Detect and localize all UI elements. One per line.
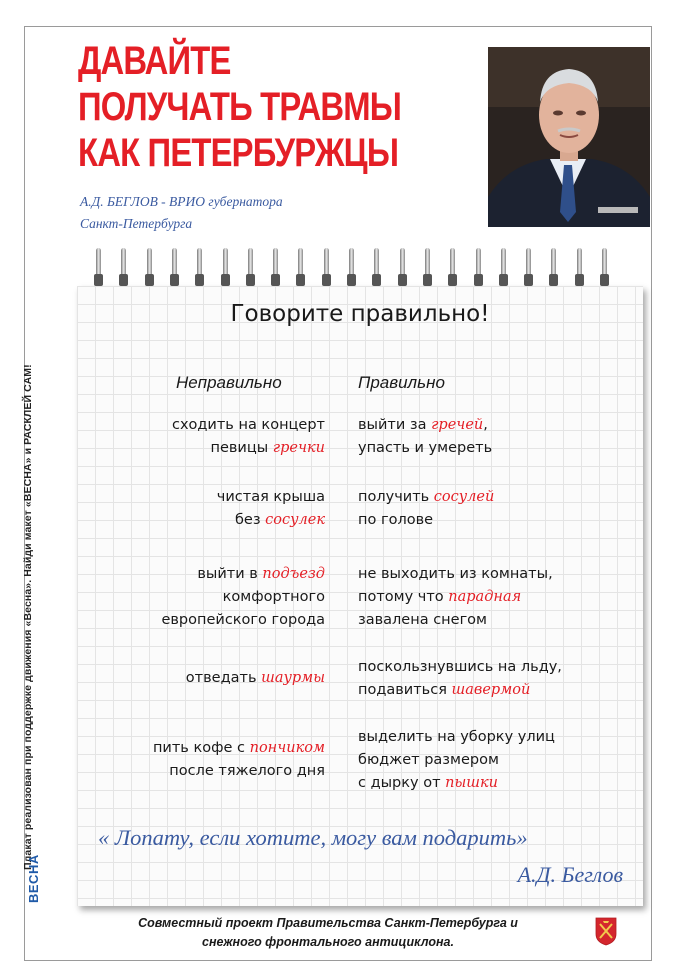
highlight-word: шавермой [451, 682, 531, 698]
phrase-text: певицы [210, 440, 273, 456]
phrase-text: выйти за [358, 417, 432, 433]
wrong-phrase [217, 486, 325, 532]
phrase-line [358, 563, 553, 586]
spiral-ring [474, 248, 483, 288]
phrase-line [161, 586, 325, 609]
phrase-line [153, 760, 325, 783]
phrase-line [161, 563, 325, 586]
footer-line-1: Совместный проект Правительства Санкт-Петербурга и [138, 916, 518, 930]
phrase-line [217, 509, 325, 532]
highlight-word: гречки [272, 440, 325, 456]
phrase-text: по голове [358, 512, 434, 528]
title-line-2: ПОЛУЧАТЬ ТРАВМЫ [78, 85, 402, 129]
spiral-ring [347, 248, 356, 288]
spiral-ring [398, 248, 407, 288]
side-credit-text: Плакат реализован при поддержке движения «Весна». Найди макет «ВЕСНА» и РАСКЛЕЙ САМ! [22, 364, 34, 870]
phrase-line [358, 749, 555, 772]
right-phrase [358, 656, 562, 702]
governor-photo [488, 47, 650, 227]
wrong-phrase [186, 667, 325, 690]
phrase-text: с дырку от [358, 775, 446, 791]
phrase-line [358, 586, 553, 609]
highlight-word: сосулей [433, 489, 495, 505]
spiral-ring [448, 248, 457, 288]
right-phrase [358, 726, 555, 795]
right-phrase [358, 414, 492, 460]
wrong-phrase [153, 737, 325, 783]
phrase-line [172, 414, 325, 437]
footer-line-2: снежного фронтального антициклона. [202, 935, 454, 949]
phrase-line [358, 509, 494, 532]
notepad-heading: Говорите правильно! [230, 301, 490, 327]
poster-title [78, 38, 401, 176]
spiral-ring [549, 248, 558, 288]
phrase-text: завалена снегом [358, 612, 487, 628]
phrase-text: подавиться [358, 682, 452, 698]
spiral-ring [221, 248, 230, 288]
phrase-text: пить кофе с [152, 740, 250, 756]
governor-quote: « Лопату, если хотите, могу вам подарить» [98, 825, 528, 850]
column-header-right: Правильно [358, 373, 445, 392]
highlight-word: сосулек [265, 512, 325, 528]
spiral-ring [271, 248, 280, 288]
wrong-phrase [161, 563, 325, 632]
phrase-text: без [234, 512, 266, 528]
highlight-word: парадная [448, 589, 522, 605]
phrase-line [161, 609, 325, 632]
highlight-word: пончиком [249, 740, 325, 756]
spiral-ring [94, 248, 103, 288]
spiral-ring [423, 248, 432, 288]
right-phrase [358, 486, 494, 532]
phrase-line [358, 609, 553, 632]
wrong-phrase [172, 414, 325, 460]
spiral-ring [170, 248, 179, 288]
spiral-ring [575, 248, 584, 288]
highlight-word: пышки [445, 775, 499, 791]
phrase-text: отведать [185, 670, 262, 686]
title-line-3: КАК ПЕТЕРБУРЖЦЫ [78, 131, 399, 175]
spiral-ring [499, 248, 508, 288]
phrase-text: комфортного [222, 589, 325, 605]
phrase-text: европейского города [161, 612, 325, 628]
spiral-ring [195, 248, 204, 288]
phrase-text: поскользнувшись на льду, [358, 659, 562, 675]
spiral-ring [524, 248, 533, 288]
phrase-text: бюджет размером [358, 752, 499, 768]
footer-text [78, 914, 578, 952]
notepad-rings [94, 248, 624, 290]
spiral-ring [296, 248, 305, 288]
phrase-text: получить [358, 489, 434, 505]
spiral-ring [600, 248, 609, 288]
phrase-text: , [483, 417, 488, 433]
phrase-text: потому что [358, 589, 449, 605]
spiral-ring [145, 248, 154, 288]
phrase-text: сходить на концерт [171, 417, 325, 433]
phrase-text: упасть и умереть [358, 440, 493, 456]
spiral-ring [119, 248, 128, 288]
phrase-line [358, 437, 492, 460]
vesna-logo-text: ВЕСНА [26, 854, 41, 903]
spb-emblem-icon [595, 916, 617, 946]
column-header-wrong: Неправильно [176, 373, 282, 392]
spiral-ring [322, 248, 331, 288]
quote-author: А.Д. Беглов [517, 862, 623, 887]
spiral-ring [246, 248, 255, 288]
phrase-line [358, 486, 494, 509]
phrase-text: выделить на уборку улиц [358, 729, 555, 745]
highlight-word: подъезд [262, 566, 325, 582]
phrase-text: выйти в [197, 566, 263, 582]
phrase-text: после тяжелого дня [169, 763, 325, 779]
phrase-line [217, 486, 325, 509]
phrase-line [186, 667, 325, 690]
phrase-line [172, 437, 325, 460]
phrase-line [358, 414, 492, 437]
subtitle-line-1: А.Д. БЕГЛОВ - ВРИО губернатора [80, 194, 283, 209]
vesna-logo [26, 854, 41, 903]
right-phrase [358, 563, 553, 632]
highlight-word: гречей [431, 417, 484, 433]
phrase-text: не выходить из комнаты, [358, 566, 553, 582]
phrase-line [358, 772, 555, 795]
phrase-line [358, 679, 562, 702]
phrase-text: чистая крыша [216, 489, 325, 505]
phrase-line [153, 737, 325, 760]
poster-subtitle [80, 191, 283, 235]
subtitle-line-2: Санкт-Петербурга [80, 216, 193, 231]
highlight-word: шаурмы [261, 670, 325, 686]
phrase-line [358, 656, 562, 679]
phrase-line [358, 726, 555, 749]
title-line-1: ДАВАЙТЕ [78, 39, 231, 83]
spiral-ring [372, 248, 381, 288]
